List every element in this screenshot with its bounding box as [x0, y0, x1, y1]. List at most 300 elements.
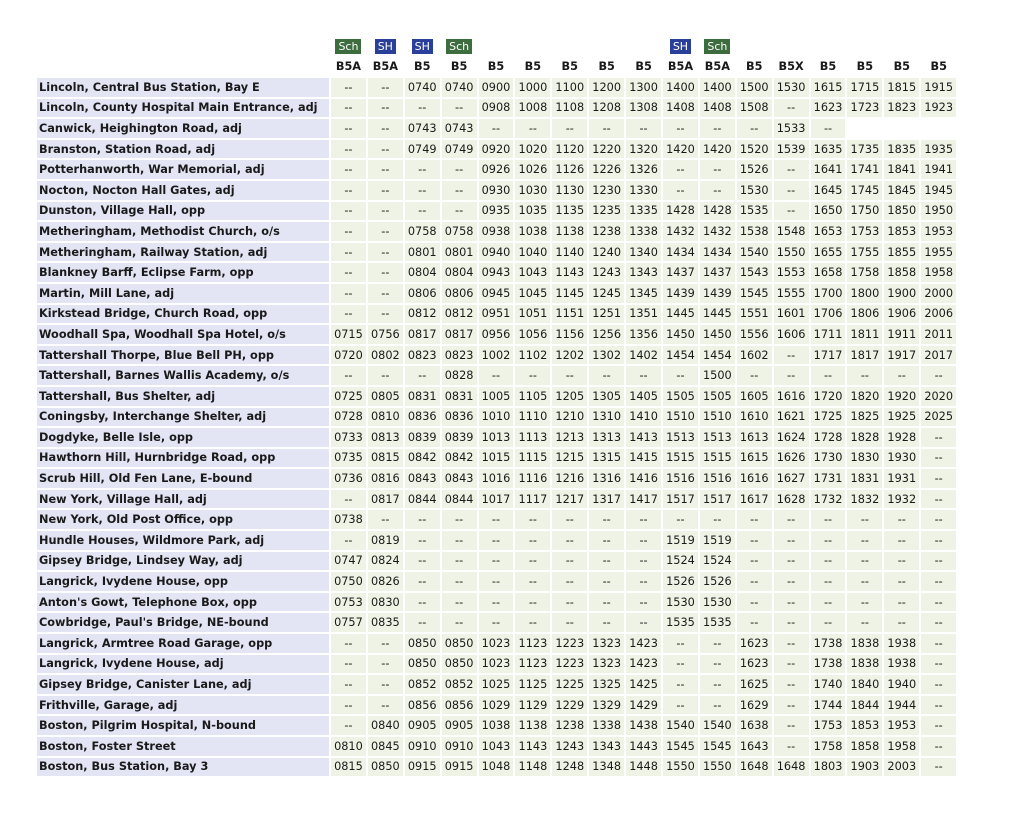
departure-time: 1145: [552, 284, 587, 303]
departure-time: 1215: [552, 449, 587, 468]
departure-time: --: [774, 593, 809, 612]
departure-time: 1429: [626, 696, 661, 715]
departure-time: 1002: [479, 346, 514, 365]
departure-time: --: [884, 366, 919, 385]
departure-time: 1223: [552, 655, 587, 674]
departure-time: [847, 119, 882, 138]
departure-time: 1550: [774, 243, 809, 262]
departure-time: --: [368, 366, 403, 385]
departure-time: 1858: [884, 263, 919, 282]
departure-time: 1243: [552, 737, 587, 756]
departure-time: 1432: [700, 222, 735, 241]
departure-time: 1420: [700, 140, 735, 159]
timetable-table: [35, 36, 958, 778]
departure-time: --: [663, 675, 698, 694]
departure-time: 1020: [515, 140, 550, 159]
departure-time: 0810: [331, 737, 366, 756]
stop-row: [37, 202, 956, 221]
departure-time: --: [405, 572, 440, 591]
departure-time: 1126: [552, 160, 587, 179]
departure-time: 2025: [921, 408, 956, 427]
departure-time: 1243: [589, 263, 624, 282]
departure-time: 1348: [589, 758, 624, 777]
departure-time: 0749: [405, 140, 440, 159]
departure-time: 1325: [589, 675, 624, 694]
departure-time: --: [737, 510, 772, 529]
departure-time: 1700: [811, 284, 846, 303]
stop-row: [37, 222, 956, 241]
departure-time: 1129: [515, 696, 550, 715]
departure-time: 0842: [442, 449, 477, 468]
badge-cell: [663, 38, 698, 54]
departure-time: 1945: [921, 181, 956, 200]
stop-row: [37, 366, 956, 385]
departure-time: 1510: [700, 408, 735, 427]
departure-time: --: [700, 510, 735, 529]
departure-time: 0823: [442, 346, 477, 365]
departure-time: --: [368, 202, 403, 221]
stop-row: [37, 593, 956, 612]
departure-time: 1343: [589, 737, 624, 756]
departure-time: --: [884, 613, 919, 632]
departure-time: --: [921, 366, 956, 385]
stop-name: Boston, Bus Station, Bay 3: [37, 758, 329, 777]
departure-time: 1717: [811, 346, 846, 365]
departure-time: --: [479, 531, 514, 550]
departure-time: 1840: [847, 675, 882, 694]
departure-time: --: [479, 366, 514, 385]
departure-time: 1415: [626, 449, 661, 468]
departure-time: --: [331, 655, 366, 674]
departure-time: 1408: [700, 99, 735, 118]
departure-time: 1923: [921, 99, 956, 118]
departure-time: 1345: [626, 284, 661, 303]
departure-time: 0839: [442, 428, 477, 447]
school-holidays-badge: SH: [375, 39, 396, 54]
departure-time: 1915: [921, 78, 956, 97]
departure-time: --: [552, 531, 587, 550]
departure-time: 1815: [884, 78, 919, 97]
departure-time: 1928: [884, 428, 919, 447]
departure-time: 0910: [442, 737, 477, 756]
departure-time: 1738: [811, 634, 846, 653]
departure-time: 1043: [515, 263, 550, 282]
route-number: B5A: [372, 59, 398, 73]
departure-time: 1335: [626, 202, 661, 221]
departure-time: --: [921, 655, 956, 674]
departure-time: 0805: [368, 387, 403, 406]
departure-time: 1526: [700, 572, 735, 591]
departure-time: 1110: [515, 408, 550, 427]
departure-time: --: [663, 634, 698, 653]
stop-name: Tattershall, Barnes Wallis Academy, o/s: [37, 366, 329, 385]
departure-time: 1940: [884, 675, 919, 694]
departure-time: --: [368, 263, 403, 282]
departure-time: 1316: [589, 469, 624, 488]
departure-time: 1723: [847, 99, 882, 118]
departure-time: 0816: [368, 469, 403, 488]
stop-name: Langrick, Ivydene House, adj: [37, 655, 329, 674]
departure-time: 1143: [515, 737, 550, 756]
stop-row: [37, 181, 956, 200]
departure-time: --: [552, 366, 587, 385]
departure-time: 1245: [589, 284, 624, 303]
route-number: B5A: [667, 59, 694, 73]
school-days-badge: Sch: [704, 39, 730, 54]
stop-name: Anton's Gowt, Telephone Box, opp: [37, 593, 329, 612]
badge-cell: [479, 38, 514, 54]
departure-time: 1413: [626, 428, 661, 447]
departure-time: 1320: [626, 140, 661, 159]
departure-time: --: [737, 552, 772, 571]
stop-row: [37, 675, 956, 694]
badge-cell: [515, 38, 550, 54]
departure-time: --: [515, 119, 550, 138]
departure-time: 1505: [700, 387, 735, 406]
departure-time: --: [663, 510, 698, 529]
departure-time: 1432: [663, 222, 698, 241]
departure-time: 1238: [552, 716, 587, 735]
departure-time: 1038: [515, 222, 550, 241]
departure-time: --: [331, 675, 366, 694]
departure-time: 0812: [442, 305, 477, 324]
departure-time: --: [589, 531, 624, 550]
departure-time: 1000: [515, 78, 550, 97]
badge-cell: [368, 38, 403, 54]
stop-name: Boston, Pilgrim Hospital, N-bound: [37, 716, 329, 735]
departure-time: 1535: [700, 613, 735, 632]
stop-name: Metheringham, Railway Station, adj: [37, 243, 329, 262]
departure-time: 1043: [479, 737, 514, 756]
departure-time: 0844: [442, 490, 477, 509]
departure-time: 1439: [663, 284, 698, 303]
departure-time: --: [921, 469, 956, 488]
departure-time: 1530: [774, 78, 809, 97]
departure-time: 0817: [405, 325, 440, 344]
stop-name: New York, Village Hall, adj: [37, 490, 329, 509]
departure-time: 0740: [442, 78, 477, 97]
departure-time: 1105: [515, 387, 550, 406]
stop-row: [37, 243, 956, 262]
stop-name: Frithville, Garage, adj: [37, 696, 329, 715]
departure-time: --: [479, 119, 514, 138]
departure-time: --: [368, 675, 403, 694]
stop-row: [37, 552, 956, 571]
departure-time: 1517: [663, 490, 698, 509]
departure-time: 1855: [884, 243, 919, 262]
stop-row: [37, 449, 956, 468]
departure-time: 1151: [552, 305, 587, 324]
departure-time: 1853: [847, 716, 882, 735]
departure-time: 2011: [921, 325, 956, 344]
departure-time: 1108: [552, 99, 587, 118]
departure-time: 1125: [515, 675, 550, 694]
departure-time: 0951: [479, 305, 514, 324]
departure-time: 1038: [479, 716, 514, 735]
departure-time: 0920: [479, 140, 514, 159]
departure-time: 1530: [663, 593, 698, 612]
departure-time: --: [700, 160, 735, 179]
departure-time: 1623: [737, 634, 772, 653]
departure-time: 0801: [442, 243, 477, 262]
departure-time: --: [331, 140, 366, 159]
departure-time: --: [884, 531, 919, 550]
departure-time: 1343: [626, 263, 661, 282]
badge-cell: [847, 38, 882, 54]
stop-name: Woodhall Spa, Woodhall Spa Hotel, o/s: [37, 325, 329, 344]
departure-time: 1605: [737, 387, 772, 406]
departure-time: 1313: [589, 428, 624, 447]
departure-time: --: [331, 490, 366, 509]
departure-time: 1645: [811, 181, 846, 200]
departure-time: --: [368, 99, 403, 118]
departure-time: --: [405, 613, 440, 632]
departure-time: 1621: [774, 408, 809, 427]
departure-time: 0743: [442, 119, 477, 138]
departure-time: --: [811, 593, 846, 612]
departure-time: 1030: [515, 181, 550, 200]
departure-time: --: [405, 552, 440, 571]
departure-time: --: [442, 181, 477, 200]
departure-time: --: [774, 160, 809, 179]
departure-time: 1420: [663, 140, 698, 159]
departure-time: 1841: [884, 160, 919, 179]
departure-time: 1434: [663, 243, 698, 262]
departure-time: --: [737, 593, 772, 612]
departure-time: --: [626, 593, 661, 612]
departure-time: 1223: [552, 634, 587, 653]
departure-time: 0817: [442, 325, 477, 344]
departure-time: 1217: [552, 490, 587, 509]
departure-time: 1516: [663, 469, 698, 488]
stop-row: [37, 490, 956, 509]
departure-time: 1308: [626, 99, 661, 118]
departure-time: 0836: [405, 408, 440, 427]
departure-time: 1035: [515, 202, 550, 221]
departure-time: 0828: [442, 366, 477, 385]
departure-time: 1351: [626, 305, 661, 324]
departure-time: --: [331, 634, 366, 653]
departure-time: --: [368, 284, 403, 303]
departure-time: 1515: [700, 449, 735, 468]
departure-time: --: [774, 510, 809, 529]
departure-time: --: [368, 243, 403, 262]
departure-time: 1955: [921, 243, 956, 262]
badge-cell: [405, 38, 440, 54]
departure-time: 1935: [921, 140, 956, 159]
departure-time: 1408: [663, 99, 698, 118]
departure-time: 1941: [921, 160, 956, 179]
departure-time: 1340: [626, 243, 661, 262]
departure-time: 1920: [884, 387, 919, 406]
departure-time: 1113: [515, 428, 550, 447]
header-spacer: [37, 38, 329, 54]
departure-time: --: [405, 99, 440, 118]
departure-time: --: [700, 696, 735, 715]
departure-time: 0835: [368, 613, 403, 632]
departure-time: --: [552, 552, 587, 571]
departure-time: --: [774, 181, 809, 200]
badge-cell: [442, 38, 477, 54]
departure-time: 0804: [442, 263, 477, 282]
stop-row: [37, 346, 956, 365]
departure-time: 1226: [589, 160, 624, 179]
stop-name: Lincoln, County Hospital Main Entrance, adj: [37, 99, 329, 118]
departure-time: 1205: [552, 387, 587, 406]
departure-time: 1338: [589, 716, 624, 735]
stop-name: Langrick, Armtree Road Garage, opp: [37, 634, 329, 653]
departure-time: 1800: [847, 284, 882, 303]
departure-time: --: [921, 428, 956, 447]
departure-time: 0756: [368, 325, 403, 344]
departure-time: --: [589, 510, 624, 529]
departure-time: 0813: [368, 428, 403, 447]
route-header-spacer: [37, 56, 329, 76]
departure-time: 1755: [847, 243, 882, 262]
departure-time: --: [811, 531, 846, 550]
badge-cell: [884, 38, 919, 54]
departure-time: 1230: [589, 181, 624, 200]
departure-time: --: [368, 634, 403, 653]
departure-time: 1220: [589, 140, 624, 159]
departure-time: 1715: [847, 78, 882, 97]
departure-time: --: [331, 119, 366, 138]
departure-time: --: [847, 366, 882, 385]
departure-time: --: [847, 613, 882, 632]
departure-time: 0740: [405, 78, 440, 97]
departure-time: 1811: [847, 325, 882, 344]
departure-time: 1210: [552, 408, 587, 427]
departure-time: 0831: [405, 387, 440, 406]
route-number: B5X: [778, 59, 804, 73]
departure-time: 0915: [405, 758, 440, 777]
departure-time: 1323: [589, 655, 624, 674]
departure-time: 1750: [847, 202, 882, 221]
departure-time: 1251: [589, 305, 624, 324]
departure-time: 0831: [442, 387, 477, 406]
departure-time: 1758: [847, 263, 882, 282]
departure-time: --: [515, 366, 550, 385]
departure-time: 1040: [515, 243, 550, 262]
departure-time: 1029: [479, 696, 514, 715]
departure-time: --: [626, 552, 661, 571]
stop-row: [37, 510, 956, 529]
departure-time: --: [552, 119, 587, 138]
departure-time: 1100: [552, 78, 587, 97]
stop-row: [37, 613, 956, 632]
departure-time: 1138: [515, 716, 550, 735]
stop-row: [37, 428, 956, 447]
departure-time: 0817: [368, 490, 403, 509]
departure-time: --: [737, 613, 772, 632]
departure-time: --: [405, 181, 440, 200]
departure-time: --: [774, 655, 809, 674]
departure-time: --: [552, 613, 587, 632]
departure-time: --: [737, 119, 772, 138]
departure-time: 1925: [884, 408, 919, 427]
route-number: B5: [413, 59, 431, 73]
departure-time: 1437: [700, 263, 735, 282]
departure-time: 1835: [884, 140, 919, 159]
stop-name: Canwick, Heighington Road, adj: [37, 119, 329, 138]
departure-time: 1015: [479, 449, 514, 468]
departure-time: --: [368, 119, 403, 138]
departure-time: 1439: [700, 284, 735, 303]
stop-name: Gipsey Bridge, Canister Lane, adj: [37, 675, 329, 694]
departure-time: 1225: [552, 675, 587, 694]
departure-time: --: [405, 160, 440, 179]
departure-time: 1048: [479, 758, 514, 777]
departure-time: 1315: [589, 449, 624, 468]
departure-time: 0908: [479, 99, 514, 118]
departure-time: 1045: [515, 284, 550, 303]
departure-time: 0856: [405, 696, 440, 715]
departure-time: 1405: [626, 387, 661, 406]
departure-time: 1023: [479, 655, 514, 674]
departure-time: 1828: [847, 428, 882, 447]
departure-time: --: [737, 572, 772, 591]
departure-time: 1500: [700, 366, 735, 385]
departure-time: --: [921, 696, 956, 715]
stop-name: Tattershall Thorpe, Blue Bell PH, opp: [37, 346, 329, 365]
departure-time: --: [921, 634, 956, 653]
departure-time: 0749: [442, 140, 477, 159]
departure-time: 1520: [737, 140, 772, 159]
departure-time: 1543: [737, 263, 772, 282]
departure-time: 0738: [331, 510, 366, 529]
school-days-badge: Sch: [446, 39, 472, 54]
departure-time: 1450: [700, 325, 735, 344]
departure-time: --: [442, 552, 477, 571]
departure-time: 0842: [405, 449, 440, 468]
departure-time: 1535: [737, 202, 772, 221]
stop-name: Cowbridge, Paul's Bridge, NE-bound: [37, 613, 329, 632]
departure-time: 0843: [405, 469, 440, 488]
badge-cell: [921, 38, 956, 54]
departure-time: --: [700, 655, 735, 674]
departure-time: --: [515, 613, 550, 632]
departure-time: 1248: [552, 758, 587, 777]
departure-time: 1156: [552, 325, 587, 344]
departure-time: 1516: [700, 469, 735, 488]
departure-time: --: [663, 160, 698, 179]
departure-time: 1758: [811, 737, 846, 756]
departure-time: 1555: [774, 284, 809, 303]
departure-time: 1803: [811, 758, 846, 777]
badge-cell: [552, 38, 587, 54]
departure-time: 2020: [921, 387, 956, 406]
departure-time: 1738: [811, 655, 846, 674]
departure-time: 1655: [811, 243, 846, 262]
departure-time: --: [921, 758, 956, 777]
departure-time: 1628: [774, 490, 809, 509]
departure-time: 0815: [368, 449, 403, 468]
departure-time: 1629: [737, 696, 772, 715]
departure-time: 1753: [847, 222, 882, 241]
departure-time: --: [774, 613, 809, 632]
departure-time: --: [515, 552, 550, 571]
departure-time: 1524: [663, 552, 698, 571]
departure-time: --: [847, 510, 882, 529]
departure-time: --: [847, 531, 882, 550]
departure-time: --: [589, 613, 624, 632]
departure-time: 0910: [405, 737, 440, 756]
departure-time: 1953: [884, 716, 919, 735]
departure-time: --: [442, 572, 477, 591]
departure-time: 1641: [811, 160, 846, 179]
departure-time: --: [663, 119, 698, 138]
departure-time: --: [368, 160, 403, 179]
